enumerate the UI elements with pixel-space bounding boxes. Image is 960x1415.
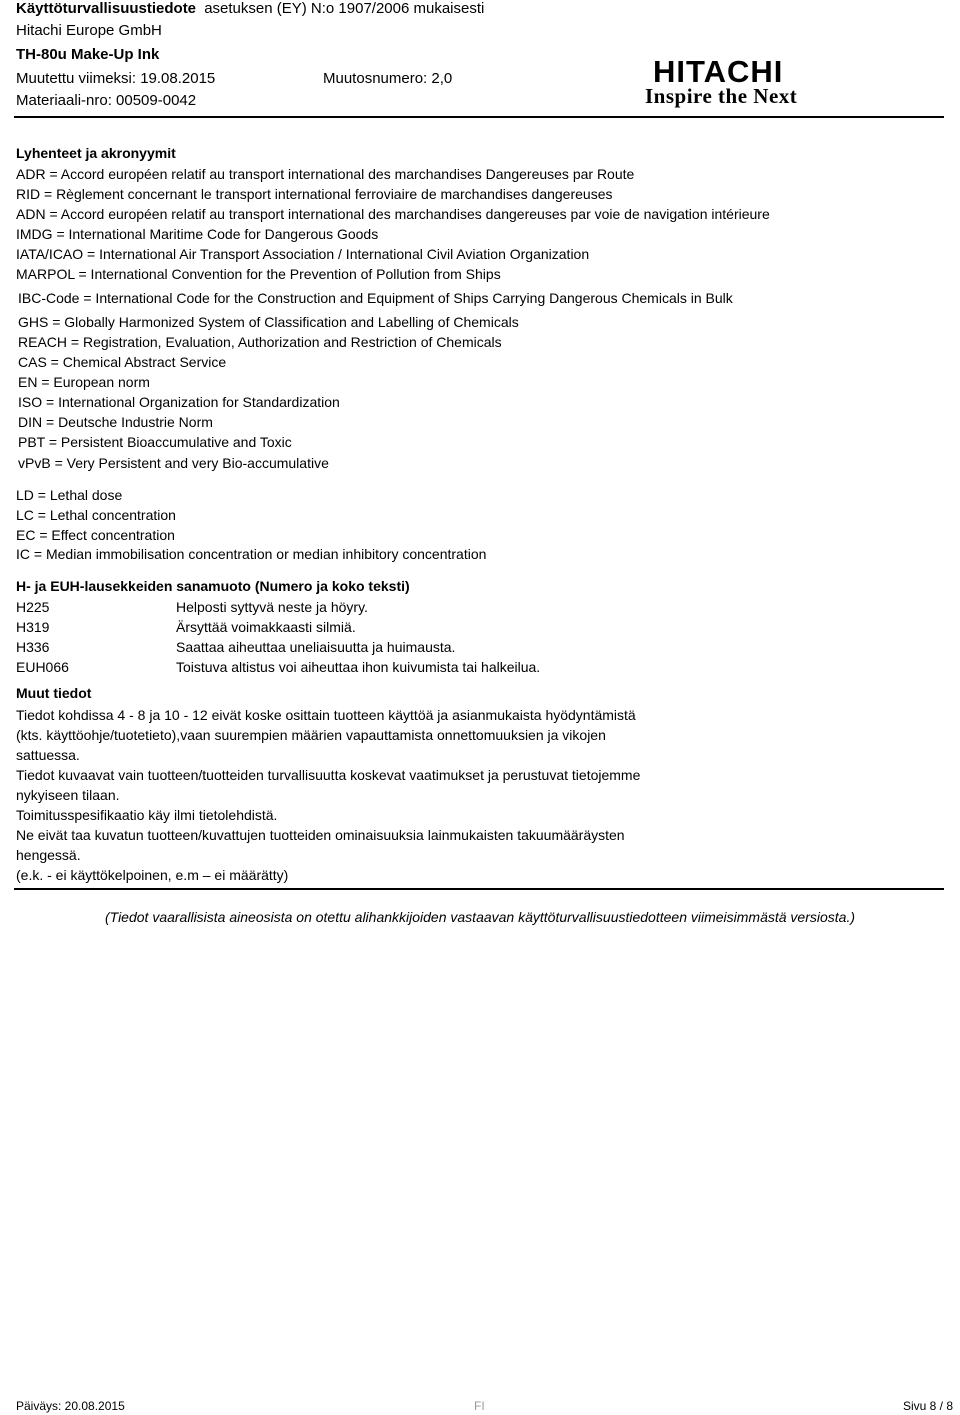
footer-language: FI [474,1399,485,1413]
abbr-cas: CAS = Chemical Abstract Service [18,354,227,370]
abbr-din: DIN = Deutsche Industrie Norm [18,414,213,430]
other-info-line: (kts. käyttöohje/tuotetieto),vaan suurempien määrien vapauttamista onnettomuuksien ja vikojen [16,727,606,743]
other-info-line: (e.k. - ei käyttökelpoinen, e.m – ei määrätty) [16,867,289,883]
hazard-code: H319 [16,619,50,635]
hazard-text: Ärsyttää voimakkaasti silmiä. [176,619,356,635]
abbr-ld: LD = Lethal dose [16,487,123,503]
logo-word: HITACHI [653,54,784,89]
abbr-pbt: PBT = Persistent Bioaccumulative and Toxic [18,434,292,450]
abbreviations-title: Lyhenteet ja akronyymit [16,145,176,161]
other-info-line: Toimitusspesifikaatio käy ilmi tietolehdistä. [16,807,278,823]
hazard-row [16,639,455,655]
other-info-title: Muut tiedot [16,685,92,701]
footer-date: Päiväys: 20.08.2015 [16,1399,125,1413]
supplier-note: (Tiedot vaarallisista aineosista on otettu alihankkijoiden vastaavan käyttöturvallisuustiedotteen viimeisimmästä versiosta.) [104,909,856,925]
abbr-ghs: GHS = Globally Harmonized System of Classification and Labelling of Chemicals [18,314,519,330]
hazard-code: H225 [16,599,50,615]
other-info-line: Ne eivät taa kuvatun tuotteen/kuvattujen tuotteiden ominaisuuksia lainmukaisten takuumääräysten [16,827,625,843]
hazard-text: Saattaa aiheuttaa uneliaisuutta ja huimausta. [176,639,456,655]
abbr-adn: ADN = Accord européen relatif au transport international des marchandises dangereuses par voie de navigation intérieure [16,206,770,222]
hazard-code: EUH066 [16,659,69,675]
abbr-rid: RID = Règlement concernant le transport international ferroviaire de marchandises dangereuses [16,186,613,202]
other-info-line: hengessä. [16,847,81,863]
hitachi-logo [645,54,845,106]
abbr-imdg: IMDG = International Maritime Code for Dangerous Goods [16,226,379,242]
abbr-lc: LC = Lethal concentration [16,507,176,523]
header-divider [14,116,944,118]
hazard-row [16,619,356,635]
hazard-code: H336 [16,639,50,655]
abbr-vpvb: vPvB = Very Persistent and very Bio-accumulative [18,455,329,471]
other-info-line: sattuessa. [16,747,80,763]
document-title-rest: asetuksen (EY) N:o 1907/2006 mukaisesti [204,0,485,17]
abbr-reach: REACH = Registration, Evaluation, Authorization and Restriction of Chemicals [18,334,502,350]
document-title-main: Käyttöturvallisuustiedote [16,0,197,17]
abbr-en: EN = European norm [18,374,150,390]
other-info-line: Tiedot kohdissa 4 - 8 ja 10 - 12 eivät koske osittain tuotteen käyttöä ja asianmukaista hyödyntämistä [16,707,636,723]
revision-number: Muutosnumero: 2,0 [323,70,453,87]
hazard-row [16,599,368,615]
hazard-text: Toistuva altistus voi aiheuttaa ihon kuivumista tai halkeilua. [176,659,541,675]
hazard-title: H- ja EUH-lausekkeiden sanamuoto (Numero ja koko teksti) [16,578,410,594]
abbr-marpol: MARPOL = International Convention for the Prevention of Pollution from Ships [16,266,501,282]
revised-date: Muutettu viimeksi: 19.08.2015 [16,70,216,87]
abbr-ic: IC = Median immobilisation concentration or median inhibitory concentration [16,546,487,562]
abbr-iso: ISO = International Organization for Standardization [18,394,340,410]
abbr-ibc: IBC-Code = International Code for the Construction and Equipment of Ships Carrying Dangerous Chemicals in Bulk [18,290,733,306]
other-info-line: Tiedot kuvaavat vain tuotteen/tuotteiden turvallisuutta koskevat vaatimukset ja perustuvat tietojemme [16,767,641,783]
abbr-iata: IATA/ICAO = International Air Transport Association / International Civil Aviation Organization [16,246,590,262]
hazard-row [16,659,540,675]
other-info-line: nykyiseen tilaan. [16,787,120,803]
logo-tagline: Inspire the Next [645,84,798,108]
product-name: TH-80u Make-Up Ink [16,46,160,63]
abbr-ec: EC = Effect concentration [16,527,175,543]
abbr-adr: ADR = Accord européen relatif au transport international des marchandises Dangereuses par Route [16,166,635,182]
footer-page-number: Sivu 8 / 8 [903,1399,954,1413]
material-number: Materiaali-nro: 00509-0042 [16,92,197,109]
hazard-text: Helposti syttyvä neste ja höyry. [176,599,368,615]
document-title [16,0,484,17]
section-divider [14,888,944,890]
company-name: Hitachi Europe GmbH [16,22,162,39]
